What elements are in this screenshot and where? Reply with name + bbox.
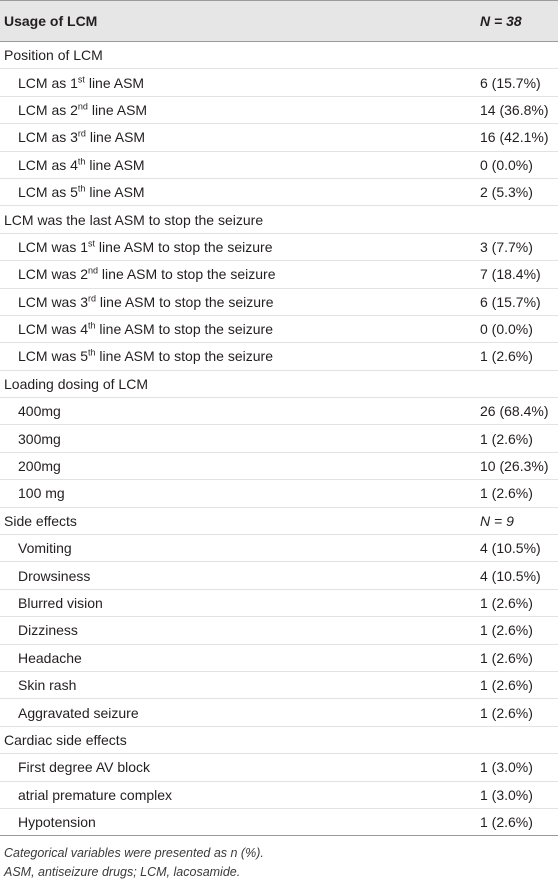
row-label	[0, 321, 480, 337]
row-value: 1 (2.6%)	[480, 622, 533, 639]
table-row	[0, 535, 558, 562]
section-label-text: Side effects	[4, 512, 77, 529]
ordinal-suffix: st	[77, 73, 85, 84]
row-value: 1 (2.6%)	[480, 595, 533, 611]
ordinal-suffix: th	[88, 320, 96, 331]
row-value: 6 (15.7%)	[480, 74, 541, 91]
row-label-suffix: line ASM to stop the seizure	[96, 293, 274, 310]
row-label-text: LCM was 4	[18, 321, 89, 338]
section-row	[0, 371, 558, 398]
section-label-text: LCM was the last ASM to stop the seizure	[4, 211, 264, 228]
row-label	[0, 787, 480, 803]
row-label	[0, 348, 480, 364]
row-label	[0, 485, 480, 501]
row-value: 0 (0.0%)	[480, 321, 533, 338]
row-label-text: Drowsiness	[18, 567, 91, 584]
row-label-text: Aggravated seizure	[18, 704, 139, 721]
table-row	[0, 453, 558, 480]
section-label-text: Position of LCM	[4, 47, 103, 64]
table-row	[0, 289, 558, 316]
table-row	[0, 699, 558, 726]
row-label-text: LCM as 3	[18, 129, 78, 146]
row-label-text: LCM as 2	[18, 101, 78, 118]
row-label	[0, 75, 480, 91]
row-value: 1 (2.6%)	[480, 430, 533, 447]
section-row	[0, 206, 558, 233]
table-body	[0, 42, 558, 836]
table-row	[0, 782, 558, 809]
row-label	[0, 431, 480, 447]
table-row	[0, 234, 558, 261]
table-row	[0, 152, 558, 179]
table-row	[0, 754, 558, 781]
row-label-suffix: line ASM to stop the seizure	[95, 348, 273, 365]
row-label-text: LCM as 5	[18, 184, 78, 201]
table-row	[0, 261, 558, 288]
ordinal-suffix: th	[77, 183, 86, 194]
header-n-total: N = 38	[480, 13, 522, 29]
table-header	[0, 0, 558, 42]
row-label	[0, 568, 480, 584]
row-label	[0, 458, 480, 474]
ordinal-suffix: rd	[88, 293, 97, 304]
row-value: 1 (2.6%)	[480, 704, 533, 721]
row-value: 1 (2.6%)	[480, 814, 533, 831]
row-label	[0, 814, 480, 830]
row-value: 14 (36.8%)	[480, 101, 549, 118]
ordinal-suffix: nd	[88, 265, 99, 276]
row-label-text: LCM was 1	[18, 238, 89, 255]
row-label	[0, 540, 480, 556]
row-label-suffix: line ASM to stop the seizure	[95, 238, 273, 255]
footnote-abbreviations: ASM, antiseizure drugs; LCM, lacosamide.	[4, 865, 241, 880]
row-label	[0, 129, 480, 145]
row-value: 3 (7.7%)	[480, 238, 533, 255]
ordinal-suffix: rd	[77, 128, 86, 139]
row-label	[0, 650, 480, 666]
row-label	[0, 184, 480, 200]
row-label-text: 300mg	[18, 430, 61, 447]
footnote-categorical: Categorical variables were presented as n (%).	[4, 846, 264, 861]
row-label-text: Hypotension	[18, 814, 96, 831]
row-label-text: LCM was 3	[18, 293, 89, 310]
row-label	[0, 705, 480, 721]
row-label	[0, 102, 480, 118]
row-label-suffix: line ASM	[87, 101, 148, 118]
table-row	[0, 124, 558, 151]
table-row	[0, 809, 558, 836]
row-label	[0, 403, 480, 419]
row-value: 1 (2.6%)	[480, 649, 533, 666]
section-label	[0, 513, 480, 529]
section-label-text: Cardiac side effects	[4, 731, 127, 748]
row-value: 10 (26.3%)	[480, 458, 549, 475]
table-row	[0, 343, 558, 370]
table-row	[0, 316, 558, 343]
section-label	[0, 732, 480, 748]
row-label-text: 100 mg	[18, 485, 65, 502]
table-row	[0, 562, 558, 589]
table-footnotes	[0, 836, 558, 882]
row-label-suffix: line ASM to stop the seizure	[98, 266, 276, 283]
row-value: N = 9	[480, 512, 514, 529]
row-label-suffix: line ASM	[85, 129, 146, 146]
row-label-text: Blurred vision	[18, 595, 103, 611]
section-row	[0, 727, 558, 754]
row-label	[0, 294, 480, 310]
row-value: 2 (5.3%)	[480, 184, 533, 201]
row-value: 0 (0.0%)	[480, 156, 533, 173]
row-label	[0, 759, 480, 775]
row-label-text: First degree AV block	[18, 759, 151, 776]
table-row	[0, 590, 558, 617]
row-label-suffix: line ASM to stop the seizure	[95, 321, 273, 338]
row-label-text: Headache	[18, 649, 82, 666]
row-label	[0, 157, 480, 173]
row-value: 1 (2.6%)	[480, 677, 533, 694]
section-row	[0, 508, 558, 535]
row-label	[0, 239, 480, 255]
row-label-text: 400mg	[18, 403, 61, 420]
section-label	[0, 212, 480, 228]
row-label-suffix: line ASM	[84, 74, 145, 91]
row-label-text: atrial premature complex	[18, 786, 173, 803]
row-label-text: LCM as 4	[18, 156, 78, 173]
row-value: 6 (15.7%)	[480, 293, 541, 310]
table-row	[0, 425, 558, 452]
row-label-text: LCM as 1	[18, 74, 78, 91]
table-row	[0, 617, 558, 644]
table-row	[0, 645, 558, 672]
row-value: 16 (42.1%)	[480, 129, 549, 146]
ordinal-suffix: nd	[77, 101, 88, 112]
row-label-suffix: line ASM	[85, 184, 145, 201]
row-label-text: Skin rash	[18, 677, 77, 694]
section-label-text: Loading dosing of LCM	[4, 375, 148, 392]
row-label	[0, 595, 480, 611]
row-value: 4 (10.5%)	[480, 567, 541, 584]
row-value: 26 (68.4%)	[480, 403, 549, 420]
table-row	[0, 179, 558, 206]
table-row	[0, 672, 558, 699]
section-label	[0, 376, 480, 392]
row-label-text: Vomiting	[18, 540, 72, 557]
row-value: 1 (2.6%)	[480, 485, 533, 502]
row-value: 1 (3.0%)	[480, 759, 533, 776]
row-label-text: Dizziness	[18, 622, 78, 639]
row-value: 4 (10.5%)	[480, 540, 541, 557]
header-usage-of-lcm: Usage of LCM	[4, 13, 98, 29]
row-label	[0, 622, 480, 638]
row-value: 1 (3.0%)	[480, 786, 533, 803]
row-label	[0, 266, 480, 282]
section-label	[0, 47, 480, 63]
row-label-suffix: line ASM	[85, 156, 145, 173]
ordinal-suffix: th	[88, 347, 96, 358]
row-value: 7 (18.4%)	[480, 266, 541, 283]
row-label-text: LCM was 5	[18, 348, 89, 365]
table-row	[0, 69, 558, 96]
row-label-text: LCM was 2	[18, 266, 89, 283]
section-row	[0, 42, 558, 69]
ordinal-suffix: th	[77, 156, 86, 167]
ordinal-suffix: st	[88, 238, 96, 249]
table-row	[0, 398, 558, 425]
row-label	[0, 677, 480, 693]
row-label-text: 200mg	[18, 458, 61, 475]
table-row	[0, 97, 558, 124]
row-value: 1 (2.6%)	[480, 348, 533, 365]
table-row	[0, 480, 558, 507]
